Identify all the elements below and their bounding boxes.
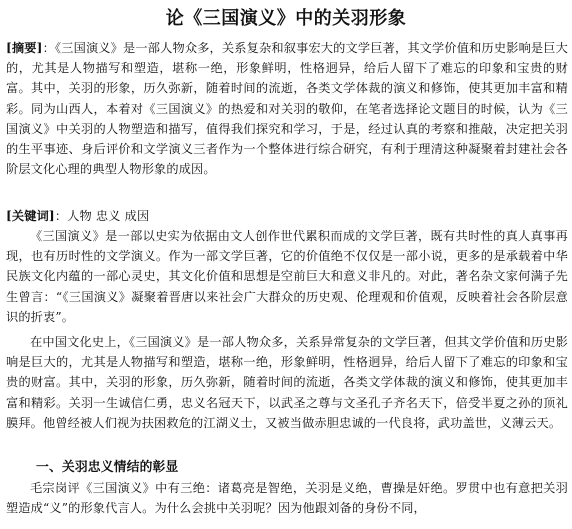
keywords-label: [关键词] — [6, 209, 55, 223]
abstract-label: [摘要] — [6, 41, 43, 55]
abstract-text: 《三国演义》是一部人物众多，关系复杂和叙事宏大的文学巨著，其文学价值和历史影响是巨大的，尤其是人物描写和塑造，堪称一绝，形象鲜明，性格迥异，给后人留下了难忘的印象和宝贵的财富。其中，关羽的形象，历久弥新，随着时间的流逝，各类文学体裁的演义和修饰，使其更加丰富和精彩。同为山西人，本着对《三国演义》的热爱和对关羽的敬仰，在笔者选择论文题目的时候，认为《三国演义》中关羽的人物塑造和描写，值得我们探究和学习，于是，经过认真的考察和推敲，决定把关羽的生平事迹、身后评价和文学演义三者作为一个整体进行综合研究，有利于理清这种凝聚着封建社会各阶层文化心理的典型人物形象的成因。 — [6, 41, 568, 177]
keywords-text: 人物 忠义 成因 — [67, 209, 150, 223]
keywords-colon: ： — [54, 209, 68, 223]
abstract-section — [6, 38, 568, 179]
keywords-section — [6, 206, 568, 226]
body-paragraph: 《三国演义》是一部以史实为依据由文人创作世代累积而成的文学巨著，既有共时性的真人真事再现，也有历时性的文学演义。作为一部文学巨著，它的价值绝不仅仅是一部小说，更多的是承载着中华民族文化内蕴的一部心灵史，其文化价值和思想是空前巨大和意义非凡的。对此，著名杂文家何满子先生曾言：“《三国演义》凝聚着晋唐以来社会广大群众的历史观、伦理观和价值观，反映着社会各阶层意识的折衷”。 — [6, 229, 568, 324]
section-heading: 一、关羽忠义情结的彰显 — [36, 460, 179, 475]
body-paragraph: 在中国文化史上，《三国演义》是一部人物众多，关系异常复杂的文学巨著，但其文学价值和历史影响是巨大的，尤其是人物描写和塑造，堪称一绝，形象鲜明，性格迥异，给后人留下了难忘的印象和宝贵的财富。其中，关羽的形象，历久弥新，随着时间的流逝，各类文学体裁的演义和修饰，使其更加丰富和精彩。关羽一生诚信仁勇，忠义名冠天下，以武圣之尊与文圣孔子齐名天下，倍受半夏之孙的顶礼膜拜。他曾经被人们视为扶困救危的江湖义士，又被当做赤胆忠诚的一代良将，武功盖世，义薄云天。 — [6, 335, 568, 430]
section-paragraph: 毛宗岗评《三国演义》中有三绝：诸葛亮是智绝，关羽是义绝，曹操是奸绝。罗贯中也有意把关羽塑造成“义”的形象代言人。为什么会挑中关羽呢？因为他跟刘备的身份不同， — [6, 481, 568, 516]
abstract-colon: ： — [42, 41, 55, 55]
document-title: 论《三国演义》中的关羽形象 — [165, 8, 407, 29]
